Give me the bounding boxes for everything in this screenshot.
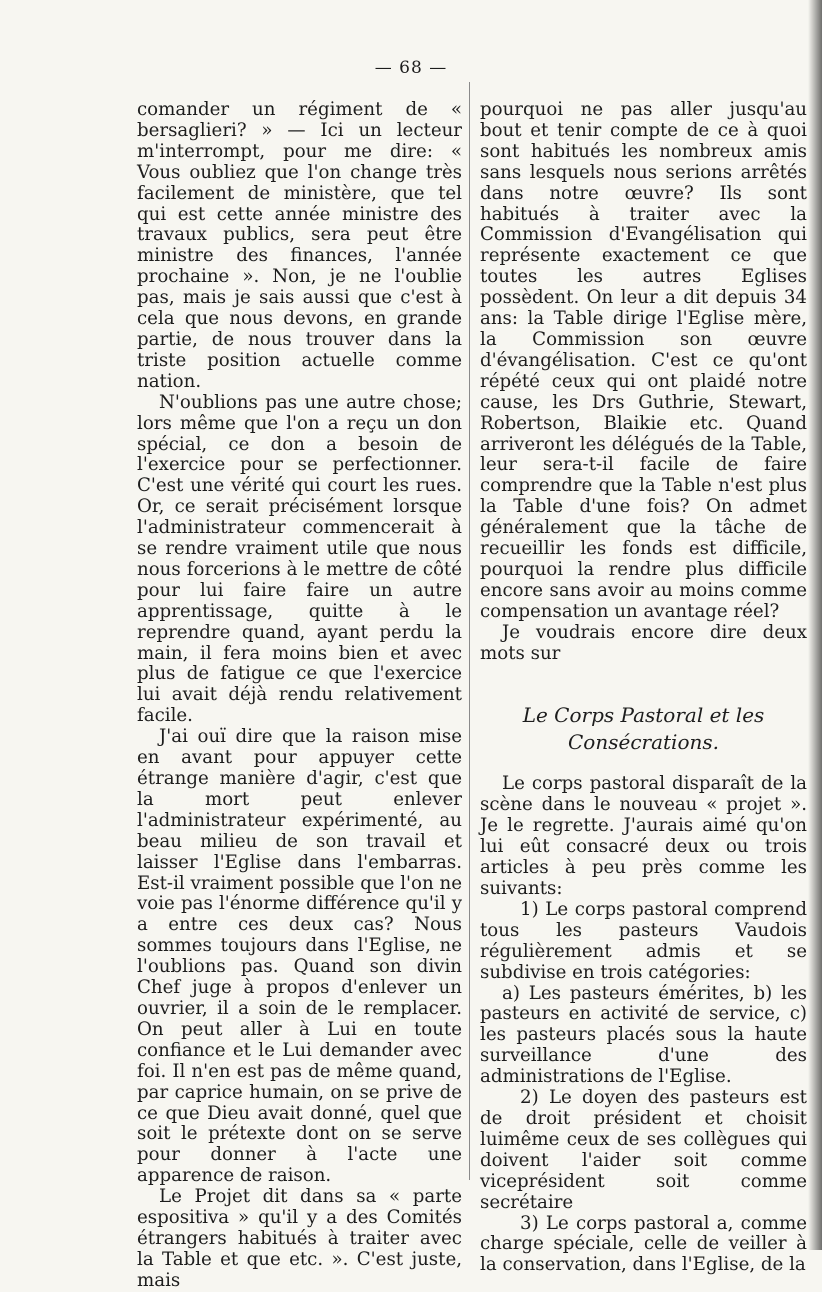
paragraph: pourquoi ne pas aller jusqu'au bout et tenir compte de ce à quoi sont habitués les nombreux amis sans lesquels nous serions arrêtés dans notre œuvre? Ils sont habitués à traiter avec la Commission d'Evangélisation qui représente exactement ce que toutes les autres Eglises possèdent. On leur a dit depuis 34 ans: la Table dirige l'Eglise mère, la Commission son œuvre d'évangélisation. C'est ce qu'ont répété ceux qui ont plaidé notre cause, les Drs Guthrie, Stewart, Robertson, Blaikie etc. Quand arriveront les délégués de la Table, leur sera-t-il facile de faire comprendre que la Table n'est plus la Table d'une fois? On admet généralement que la tâche de recueillir les fonds est difficile, pourquoi la rendre plus difficile encore sans avoir au moins comme compensation un avantage réel? (480, 99, 807, 622)
section-heading: Le Corps Pastoral et les Consécrations. (522, 703, 765, 755)
list-item: 2) Le doyen des pasteurs est de droit président et choisit luimême ceux de ses collègues qui doivent l'aider soit comme viceprésident soit comme secrétaire (480, 1087, 807, 1213)
page-number: — 68 — (374, 58, 448, 78)
paragraph: Le corps pastoral disparaît de la scène dans le nouveau « projet ». Je le regrette. J'aurais aimé qu'on lui eût consacré deux ou trois articles à peu près comme les suivants: (480, 773, 807, 899)
paragraph: comander un régiment de « bersaglieri? » — Ici un lecteur m'interrompt, pour me dire: « Vous oubliez que l'on change très facilement de ministère, que tel qui est cette année ministre des travaux publics, sera peut être ministre des finances, l'année prochaine ». Non, je ne l'oublie pas, mais je sais aussi que c'est à cela que nous devons, en grande partie, de nous trouver dans la triste position actuelle comme nation. (137, 99, 462, 392)
paragraph: J'ai ouï dire que la raison mise en avant pour appuyer cette étrange manière d'agir, c'est que la mort peut enlever l'administrateur expérimenté, au beau milieu de son travail et laisser l'Eglise dans l'embarras. Est-il vraiment possible que l'on ne voie pas l'énorme différence qu'il y a entre ces deux cas? Nous sommes toujours dans l'Eglise, ne l'oublions pas. Quand son divin Chef juge à propos d'enlever un ouvrier, il a soin de le remplacer. On peut aller à Lui en toute confiance et le Lui demander avec foi. Il n'en est pas de même quand, par caprice humain, on se prive de ce que Dieu avait donné, quel que soit le prétexte dont on se serve pour donner à l'acte une apparence de raison. (137, 726, 462, 1187)
column-divider (469, 82, 470, 1180)
paragraph: Le Projet dit dans sa « parte espositiva » qu'il y a des Comités étrangers habitués à traiter avec la Table et que etc. ». C'est juste, mais (137, 1186, 462, 1291)
left-column (137, 100, 462, 1292)
right-column (480, 100, 807, 1276)
paragraph: Je voudrais encore dire deux mots sur (480, 621, 807, 664)
list-item: 3) Le corps pastoral a, comme charge spéciale, celle de veiller à la conservation, dans l'Eglise, de la (480, 1212, 807, 1276)
list-item: a) Les pasteurs émérites, b) les pasteurs en activité de service, c) les pasteurs placés sous la haute surveillance d'une des administrations de l'Eglise. (480, 982, 807, 1088)
list-item: 1) Le corps pastoral comprend tous les pasteurs Vaudois régulièrement admis et se subdivise en trois catégories: (480, 898, 807, 983)
page-edge-shadow (808, 0, 822, 1250)
paragraph: N'oublions pas une autre chose; lors même que l'on a reçu un don spécial, ce don a besoin de l'exercice pour se perfectionner. C'est une vérité qui court les rues. Or, ce serait précisément lorsque l'administrateur commencerait à se rendre vraiment utile que nous nous forcerions à le mettre de côté pour lui faire faire un autre apprentissage, quitte à le reprendre quand, ayant perdu la main, il fera moins bien et avec plus de fatigue ce que l'exercice lui avait déjà rendu relativement facile. (137, 391, 462, 727)
